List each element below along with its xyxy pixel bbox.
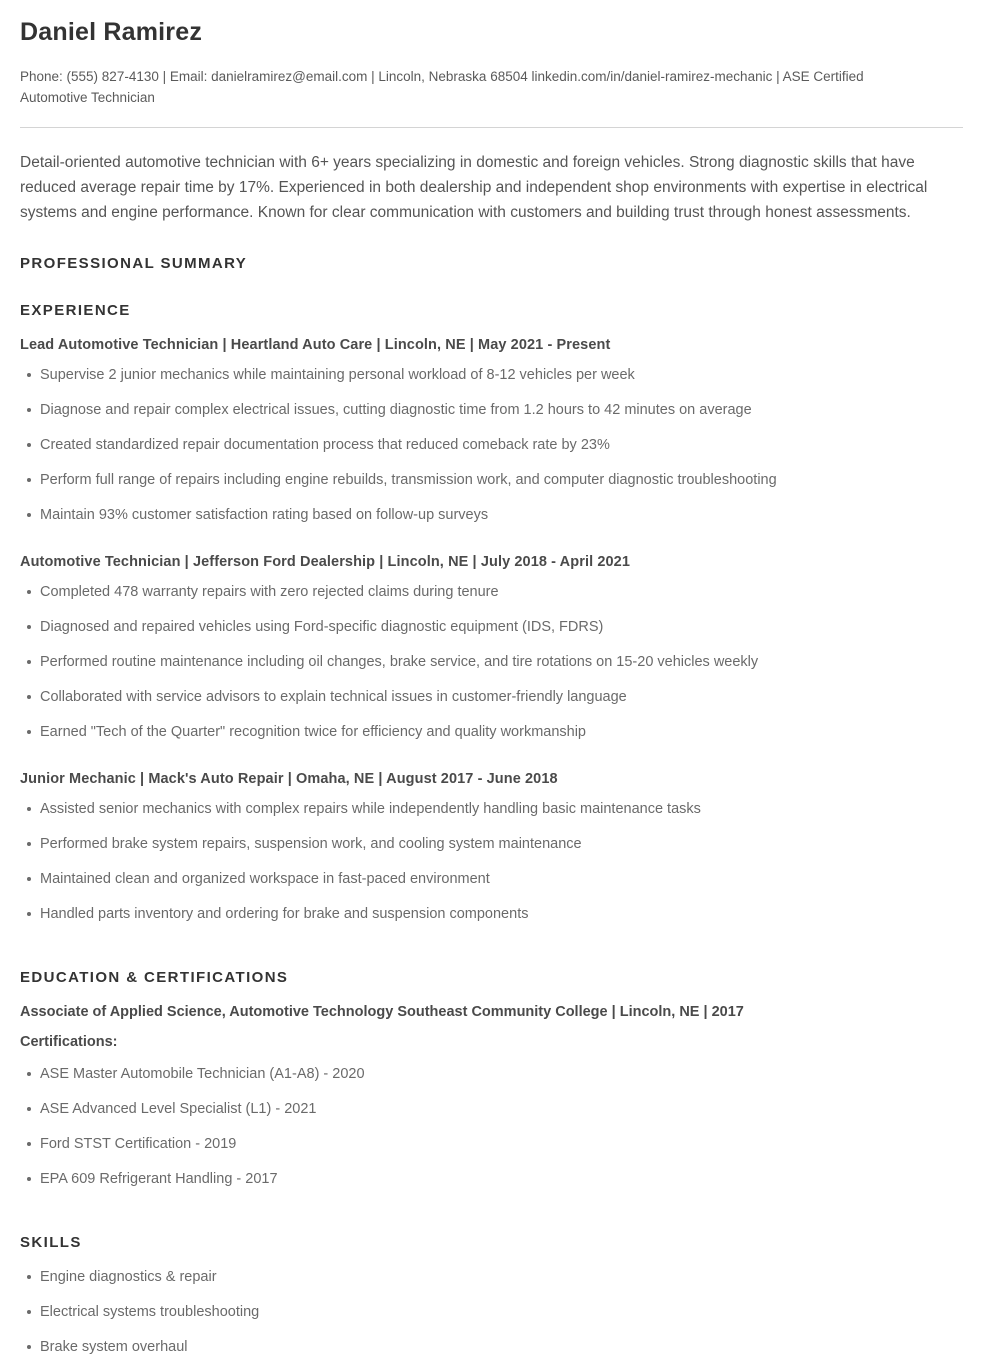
list-item: Maintain 93% customer satisfaction rating based on follow-up surveys [20,505,963,526]
list-item: Engine diagnostics & repair [20,1267,963,1288]
list-item: Earned "Tech of the Quarter" recognition twice for efficiency and quality workmanship [20,722,963,743]
list-item: Completed 478 warranty repairs with zero rejected claims during tenure [20,582,963,603]
list-item: EPA 609 Refrigerant Handling - 2017 [20,1169,963,1190]
spacer [20,1204,963,1234]
job-title: Junior Mechanic | Mack's Auto Repair | Omaha, NE | August 2017 - June 2018 [20,771,558,788]
list-item: Ford STST Certification - 2019 [20,1134,963,1155]
section-heading-education: EDUCATION & CERTIFICATIONS [20,969,289,987]
job-bullet-list [20,799,963,925]
spacer [20,939,963,969]
list-item: Collaborated with service advisors to explain technical issues in customer-friendly language [20,687,963,708]
spacer [20,540,963,554]
list-item: ASE Advanced Level Specialist (L1) - 2021 [20,1099,963,1120]
job-bullet-list [20,582,963,743]
education-degree-line: Associate of Applied Science, Automotive Technology Southeast Community College | Lincoln, NE | 2017 [20,1004,744,1021]
list-item: Diagnose and repair complex electrical issues, cutting diagnostic time from 1.2 hours to 42 minutes on average [20,400,963,421]
list-item: Diagnosed and repaired vehicles using Ford-specific diagnostic equipment (IDS, FDRS) [20,617,963,638]
certifications-label: Certifications: [20,1034,118,1051]
experience-entry [20,337,963,526]
list-item: Supervise 2 junior mechanics while maintaining personal workload of 8-12 vehicles per week [20,365,963,386]
list-item: Performed brake system repairs, suspension work, and cooling system maintenance [20,834,963,855]
section-heading-skills: SKILLS [20,1234,82,1252]
job-bullet-list [20,365,963,526]
list-item: Electrical systems troubleshooting [20,1302,963,1323]
summary-paragraph: Detail-oriented automotive technician with 6+ years specializing in domestic and foreign vehicles. Strong diagnostic skills that have reduced average repair time by 17%. Experienced in both dealership and independent shop environments with expertise in electrical systems and engine performance. Known for clear communication with customers and building trust through honest assessments. [20,153,928,221]
list-item: ASE Master Automobile Technician (A1-A8) - 2020 [20,1064,963,1085]
spacer [20,290,963,302]
list-item: Assisted senior mechanics with complex repairs while independently handling basic maintenance tasks [20,799,963,820]
job-title: Automotive Technician | Jefferson Ford Dealership | Lincoln, NE | July 2018 - April 2021 [20,554,630,570]
experience-entry [20,554,963,743]
header-divider [20,127,963,128]
skills-list [20,1267,963,1358]
list-item: Maintained clean and organized workspace in fast-paced environment [20,869,963,890]
certifications-list [20,1064,963,1190]
list-item: Handled parts inventory and ordering for brake and suspension components [20,904,963,925]
list-item: Performed routine maintenance including oil changes, brake service, and tire rotations on 15-20 vehicles weekly [20,652,963,673]
contact-line: Phone: (555) 827-4130 | Email: danielramirez@email.com | Lincoln, Nebraska 68504 linkedin.com/in/daniel-ramirez-mechanic | ASE Certified Automotive Technician [20,68,864,105]
list-item: Perform full range of repairs including engine rebuilds, transmission work, and computer diagnostic troubleshooting [20,470,963,491]
section-heading-experience: EXPERIENCE [20,301,131,319]
job-title: Lead Automotive Technician | Heartland Auto Care | Lincoln, NE | May 2021 - Present [20,336,611,353]
list-item: Brake system overhaul [20,1337,963,1358]
experience-entry [20,771,963,925]
page-title: Daniel Ramirez [20,18,203,46]
section-heading-professional-summary: PROFESSIONAL SUMMARY [20,254,248,272]
list-item: Created standardized repair documentation process that reduced comeback rate by 23% [20,435,963,456]
spacer [20,757,963,771]
